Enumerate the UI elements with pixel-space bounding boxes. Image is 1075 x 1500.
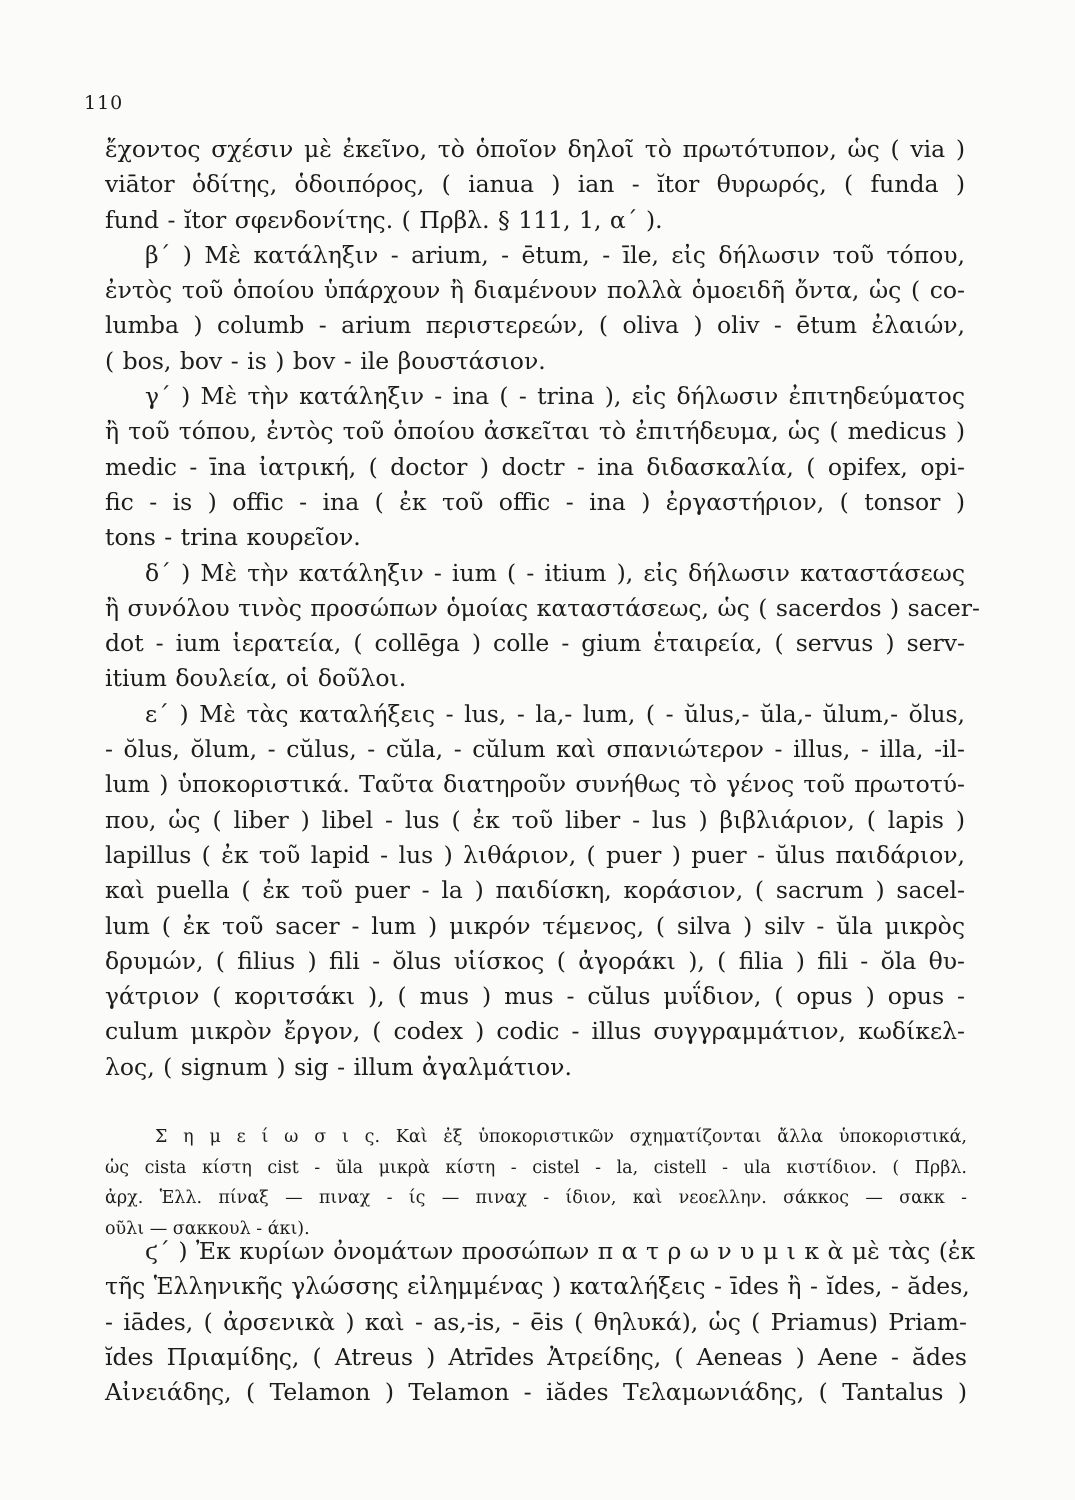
text-line: δρυμών, ( filius ) fili - ŏlus υἱίσκος ( ἀγοράκι ), ( filia ) fili - ŏla θυ- (105, 946, 965, 975)
text-line: ἐντὸς τοῦ ὁποίου ὑπάρχουν ἢ διαμένουν πολλὰ ὁμοειδῆ ὄντα, ὡς ( co- (105, 276, 965, 305)
text-line: fic - is ) offic - ina ( ἐκ τοῦ offic - ina ) ἐργαστήριον, ( tonsor ) (105, 487, 965, 516)
note-line: ἀρχ. Ἑλλ. πίναξ — πιναχ - ίς — πιναχ - ίδιον, καὶ νεοελλην. σάκκος — σακκ - (105, 1188, 967, 1208)
text-line: dot - ium ἱερατεία, ( collēga ) colle - gium ἑταιρεία, ( servus ) serv- (105, 629, 965, 658)
text-line: lum ( ἐκ τοῦ sacer - lum ) μικρόν τέμενος, ( silva ) silv - ŭla μικρὸς (105, 911, 965, 940)
text-line: - iādes, ( ἀρσενικὰ ) καὶ - as,-is, - ēis ( θηλυκά), ὡς ( Priamus) Priam- (105, 1307, 967, 1336)
text-line: που, ὡς ( liber ) libel - lus ( ἐκ τοῦ liber - lus ) βιβλιάριον, ( lapis ) (105, 805, 965, 834)
note-line: ὡς cista κίστη cist - ŭla μικρὰ κίστη - cistel - la, cistell - ula κιστίδιον. ( Πρβλ. (105, 1157, 967, 1178)
text-line: culum μικρὸν ἔργον, ( codex ) codic - illus συγγραμμάτιον, κωδίκελ- (105, 1017, 965, 1046)
text-line: δ΄ ) Μὲ τὴν κατάληξιν - ium ( - itium ), εἰς δήλωσιν καταστάσεως (145, 558, 965, 587)
final-paragraph (105, 1234, 976, 1410)
text-line: ε΄ ) Μὲ τὰς καταλήξεις - lus, - la,- lum, ( - ŭlus,- ŭla,- ŭlum,- ŏlus, (145, 699, 965, 728)
text-line: - ŏlus, ŏlum, - cŭlus, - cŭla, - cŭlum καὶ σπανιώτερον - illus, - illa, -il- (105, 735, 965, 764)
text-line: tons - trina κουρεῖον. (105, 523, 361, 552)
note-paragraph (105, 1122, 967, 1244)
text-line: γ΄ ) Μὲ τὴν κατάληξιν - ina ( - trina ), εἰς δήλωσιν ἐπιτηδεύματος (145, 382, 965, 411)
note-line: οῦλι — σακκουλ - άκι). (105, 1218, 310, 1239)
text-line: medic - īna ἰατρική, ( doctor ) doctr - ina διδασκαλία, ( opifex, opi- (105, 452, 965, 481)
text-line: ĭdes Πριαμίδης, ( Atreus ) Atrīdes Ἀτρείδης, ( Aeneas ) Aene - ădes (105, 1342, 967, 1371)
text-line: itium δουλεία, οἱ δοῦλοι. (105, 664, 407, 693)
text-line: Αἰνειάδης, ( Telamon ) Telamon - iădes Τελαμωνιάδης, ( Tantalus ) (105, 1378, 967, 1407)
text-line: lumba ) columb - arium περιστερεών, ( oliva ) oliv - ētum ἐλαιών, (105, 311, 965, 340)
page-number: 110 (84, 92, 124, 114)
main-paragraphs (105, 132, 980, 1085)
text-line: lum ) ὑποκοριστικά. Ταῦτα διατηροῦν συνήθως τὸ γένος τοῦ πρωτοτύ- (105, 770, 965, 799)
text-line: ἢ συνόλου τινὸς προσώπων ὁμοίας καταστάσεως, ὡς ( sacerdos ) sacer- (105, 593, 980, 622)
text-line: ϛ΄ ) Ἐκ κυρίων ὀνομάτων προσώπων π α τ ρ ω ν υ μ ι κ ὰ μὲ τὰς (ἐκ (145, 1237, 976, 1265)
text-line: viātor ὁδίτης, ὁδοιπόρος, ( ianua ) ian - ĭtor θυρωρός, ( funda ) (105, 170, 965, 199)
text-line: β΄ ) Μὲ κατάληξιν - arium, - ētum, - īle, εἰς δήλωσιν τοῦ τόπου, (145, 240, 965, 269)
note-line: Σ η μ ε ί ω σ ι ς. Καὶ ἐξ ὑποκοριστικῶν σχηματίζονται ἄλλα ὑποκοριστικά, (155, 1127, 967, 1147)
text-line: ἢ τοῦ τόπου, ἐντὸς τοῦ ὁποίου ἀσκεῖται τὸ ἐπιτήδευμα, ὡς ( medicus ) (105, 417, 965, 446)
text-line: τῆς Ἑλληνικῆς γλώσσης εἰλημμένας ) καταλήξεις - īdes ἢ - ĭdes, - ădes, (105, 1272, 970, 1301)
text-line: fund - ĭtor σφενδονίτης. ( Πρβλ. § 111, 1, α΄ ). (105, 205, 663, 234)
text-line: λος, ( signum ) sig - illum ἀγαλμάτιον. (105, 1052, 572, 1081)
text-line: ( bos, bov - is ) bov - ile βουστάσιον. (105, 346, 546, 375)
text-line: lapillus ( ἐκ τοῦ lapid - lus ) λιθάριον, ( puer ) puer - ŭlus παιδάριον, (105, 840, 965, 869)
text-line: καὶ puella ( ἐκ τοῦ puer - la ) παιδίσκη, κοράσιον, ( sacrum ) sacel- (105, 876, 965, 905)
text-line: ἔχοντος σχέσιν μὲ ἐκεῖνο, τὸ ὁποῖον δηλοῖ τὸ πρωτότυπον, ὡς ( via ) (105, 135, 965, 163)
text-line: γάτριον ( κοριτσάκι ), ( mus ) mus - cŭlus μυΐδιον, ( opus ) opus - (105, 982, 965, 1011)
